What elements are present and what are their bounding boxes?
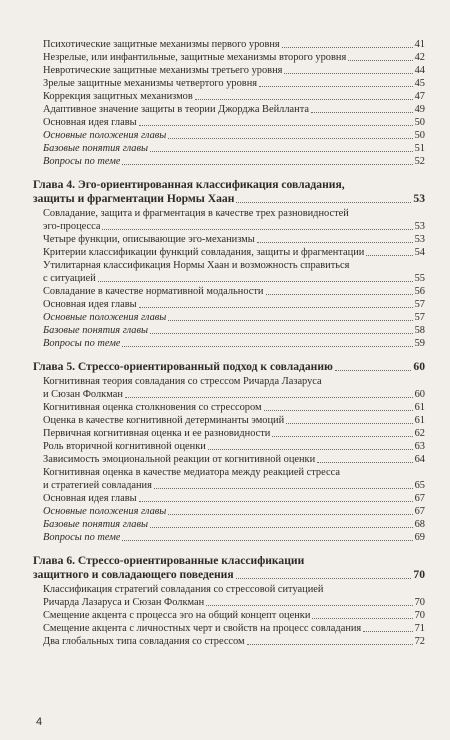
toc-entry-page: 70 — [414, 597, 425, 608]
toc-entry-page: 70 — [414, 610, 425, 621]
toc-entry-title: Первичная когнитивная оценка и ее разновидности — [43, 428, 271, 439]
toc-entry-title: защиты и фрагментации Нормы Хаан — [33, 192, 235, 205]
dot-leader — [154, 488, 413, 489]
dot-leader — [266, 294, 413, 295]
toc-entry — [33, 298, 425, 311]
toc-entry — [33, 311, 425, 324]
dot-leader — [259, 86, 413, 87]
toc-entry-page: 53 — [414, 221, 425, 232]
toc-entry-title-line: Классификация стратегий совладания со стрессовой ситуацией — [43, 584, 324, 595]
toc-entry-title: Базовые понятия главы — [43, 325, 149, 336]
toc-entry — [33, 375, 425, 401]
toc-entry-page: 50 — [414, 117, 425, 128]
toc-entry — [33, 635, 425, 648]
toc-entry — [33, 285, 425, 298]
toc-entry-page: 54 — [414, 247, 425, 258]
toc-entry-title: Два глобальных типа совладания со стрессом — [43, 636, 245, 647]
toc-entry-title: Основная идея главы — [43, 493, 137, 504]
toc-entry-page: 70 — [413, 568, 425, 581]
toc-entry — [33, 324, 425, 337]
toc-entry-title: Четыре функции, описывающие эго-механизмы — [43, 234, 255, 245]
toc-entry-page: 62 — [414, 428, 425, 439]
toc-entry-page: 67 — [414, 493, 425, 504]
page-number: 4 — [36, 716, 43, 728]
toc-entry-title: Вопросы по теме — [43, 532, 121, 543]
toc-entry — [33, 233, 425, 246]
toc-entry-title: Базовые понятия главы — [43, 519, 149, 530]
dot-leader — [208, 449, 413, 450]
toc-entry-page: 52 — [414, 156, 425, 167]
toc-entry-title: Когнитивная оценка столкновения со стрессором — [43, 402, 262, 413]
dot-leader — [247, 644, 413, 645]
dot-leader — [98, 281, 413, 282]
toc-entry — [33, 505, 425, 518]
dot-leader — [122, 346, 412, 347]
toc-entry — [33, 466, 425, 492]
dot-leader — [264, 410, 413, 411]
toc-entry — [33, 440, 425, 453]
dot-leader — [150, 527, 413, 528]
toc-entry-title: Зависимость эмоциональной реакции от когнитивной оценки — [43, 454, 316, 465]
toc-chapter-entry — [33, 360, 425, 374]
dot-leader — [125, 397, 413, 398]
toc-entry-title: Коррекция защитных механизмов — [43, 91, 193, 102]
dot-leader — [139, 125, 413, 126]
toc-entry-page: 72 — [414, 636, 425, 647]
dot-leader — [168, 138, 412, 139]
toc-entry-title: и стратегией совладания — [43, 480, 152, 491]
toc-entry-page: 68 — [414, 519, 425, 530]
toc-entry-page: 63 — [414, 441, 425, 452]
toc-entry — [33, 64, 425, 77]
toc-entry — [33, 609, 425, 622]
dot-leader — [272, 436, 412, 437]
toc-entry-title: эго-процесса — [43, 221, 101, 232]
toc-entry-page: 47 — [414, 91, 425, 102]
toc-entry-page: 61 — [414, 415, 425, 426]
toc-entry-title: Базовые понятия главы — [43, 143, 149, 154]
toc-entry — [33, 531, 425, 544]
toc-entry — [33, 337, 425, 350]
dot-leader — [363, 631, 412, 632]
toc-entry-title: Основные положения главы — [43, 312, 167, 323]
toc-entry-title: Смещение акцента с личностных черт и свойств на процесс совладания — [43, 623, 362, 634]
toc-entry — [33, 116, 425, 129]
dot-leader — [366, 255, 412, 256]
toc-entry — [33, 77, 425, 90]
toc-entry-page: 44 — [414, 65, 425, 76]
toc-entry-title: Оценка в качестве когнитивной детерминанты эмоций — [43, 415, 285, 426]
toc-entry — [33, 246, 425, 259]
toc-entry-page: 69 — [414, 532, 425, 543]
dot-leader — [286, 423, 412, 424]
dot-leader — [102, 229, 412, 230]
dot-leader — [195, 99, 413, 100]
dot-leader — [335, 370, 412, 371]
toc-entry-page: 60 — [413, 360, 425, 373]
toc-entry-title: Критерии классификации функций совладания, защиты и фрагментации — [43, 247, 365, 258]
toc-entry-page: 53 — [414, 234, 425, 245]
dot-leader — [312, 618, 412, 619]
toc-entry-page: 65 — [414, 480, 425, 491]
toc-entry-title: Основная идея главы — [43, 117, 137, 128]
toc-entry — [33, 207, 425, 233]
dot-leader — [317, 462, 412, 463]
toc-entry — [33, 492, 425, 505]
toc-chapter-entry — [33, 178, 425, 206]
toc-entry-title: Совладание в качестве нормативной модальности — [43, 286, 264, 297]
toc-entry — [33, 129, 425, 142]
toc-entry — [33, 583, 425, 609]
dot-leader — [122, 540, 412, 541]
dot-leader — [139, 307, 413, 308]
toc-entry-title-line: Когнитивная оценка в качестве медиатора между реакцией стресса — [43, 467, 340, 478]
toc-entry-page: 57 — [414, 312, 425, 323]
toc-entry-page: 67 — [414, 506, 425, 517]
dot-leader — [122, 164, 412, 165]
dot-leader — [168, 320, 412, 321]
toc-entry-title: Зрелые защитные механизмы четвертого уровня — [43, 78, 258, 89]
toc-entry-page: 61 — [414, 402, 425, 413]
toc-entry-title: Вопросы по теме — [43, 156, 121, 167]
toc-entry-page: 41 — [414, 39, 425, 50]
toc-entry — [33, 155, 425, 168]
toc-entry-title-line: Глава 6. Стрессо-ориентированные классификации — [33, 554, 305, 567]
toc-entry-title: с ситуацией — [43, 273, 96, 284]
dot-leader — [236, 578, 412, 579]
dot-leader — [236, 202, 411, 203]
toc-entry-page: 71 — [414, 623, 425, 634]
toc-entry-title: Основные положения главы — [43, 506, 167, 517]
dot-leader — [150, 333, 413, 334]
toc-entry-page: 60 — [414, 389, 425, 400]
toc-entry — [33, 38, 425, 51]
toc-entry-title: Ричарда Лазаруса и Сюзан Фолкман — [43, 597, 205, 608]
toc-entry-page: 57 — [414, 299, 425, 310]
toc-entry-title: Вопросы по теме — [43, 338, 121, 349]
toc-entry-title: Роль вторичной когнитивной оценки — [43, 441, 206, 452]
dot-leader — [311, 112, 413, 113]
toc-entry-title: защитного и совладающего поведения — [33, 568, 234, 581]
toc-entry-page: 55 — [414, 273, 425, 284]
toc-entry-title: Основные положения главы — [43, 130, 167, 141]
toc-entry-title-line: Совладание, защита и фрагментация в качестве трех разновидностей — [43, 208, 349, 219]
toc-entry-title: Основная идея главы — [43, 299, 137, 310]
dot-leader — [284, 73, 412, 74]
toc-entry — [33, 103, 425, 116]
toc-entry-page: 50 — [414, 130, 425, 141]
toc-entry-page: 59 — [414, 338, 425, 349]
toc-entry-title: и Сюзан Фолкман — [43, 389, 123, 400]
toc-entry-title-line: Утилитарная классификация Нормы Хаан и возможность справиться — [43, 260, 350, 271]
toc-entry-page: 51 — [414, 143, 425, 154]
toc-entry-title: Адаптивное значение защиты в теории Джорджа Вейлланта — [43, 104, 309, 115]
dot-leader — [150, 151, 413, 152]
toc-entry — [33, 414, 425, 427]
toc-entry-title: Незрелые, или инфантильные, защитные механизмы второго уровня — [43, 52, 347, 63]
table-of-contents — [33, 38, 425, 648]
toc-entry-page: 42 — [414, 52, 425, 63]
toc-entry-title-line: Когнитивная теория совладания со стрессом Ричарда Лазаруса — [43, 376, 322, 387]
toc-entry-page: 56 — [414, 286, 425, 297]
toc-entry — [33, 622, 425, 635]
dot-leader — [168, 514, 412, 515]
dot-leader — [257, 242, 413, 243]
dot-leader — [206, 605, 412, 606]
toc-entry-title: Смещение акцента с процесса эго на общий концепт оценки — [43, 610, 311, 621]
toc-entry-page: 53 — [413, 192, 425, 205]
dot-leader — [348, 60, 412, 61]
toc-entry-page: 64 — [414, 454, 425, 465]
toc-entry — [33, 518, 425, 531]
toc-entry — [33, 427, 425, 440]
toc-entry-page: 58 — [414, 325, 425, 336]
toc-entry-title: Невротические защитные механизмы третьего уровня — [43, 65, 283, 76]
toc-entry — [33, 51, 425, 64]
dot-leader — [139, 501, 413, 502]
toc-entry — [33, 259, 425, 285]
toc-entry — [33, 90, 425, 103]
toc-chapter-entry — [33, 554, 425, 582]
dot-leader — [282, 47, 413, 48]
toc-entry-title-line: Глава 4. Эго-ориентированная классификация совладания, — [33, 178, 345, 191]
toc-entry-title: Психотические защитные механизмы первого уровня — [43, 39, 280, 50]
toc-entry — [33, 142, 425, 155]
toc-entry — [33, 453, 425, 466]
toc-entry-page: 49 — [414, 104, 425, 115]
toc-entry-page: 45 — [414, 78, 425, 89]
toc-entry — [33, 401, 425, 414]
toc-entry-title: Глава 5. Стрессо-ориентированный подход к совладанию — [33, 360, 333, 373]
